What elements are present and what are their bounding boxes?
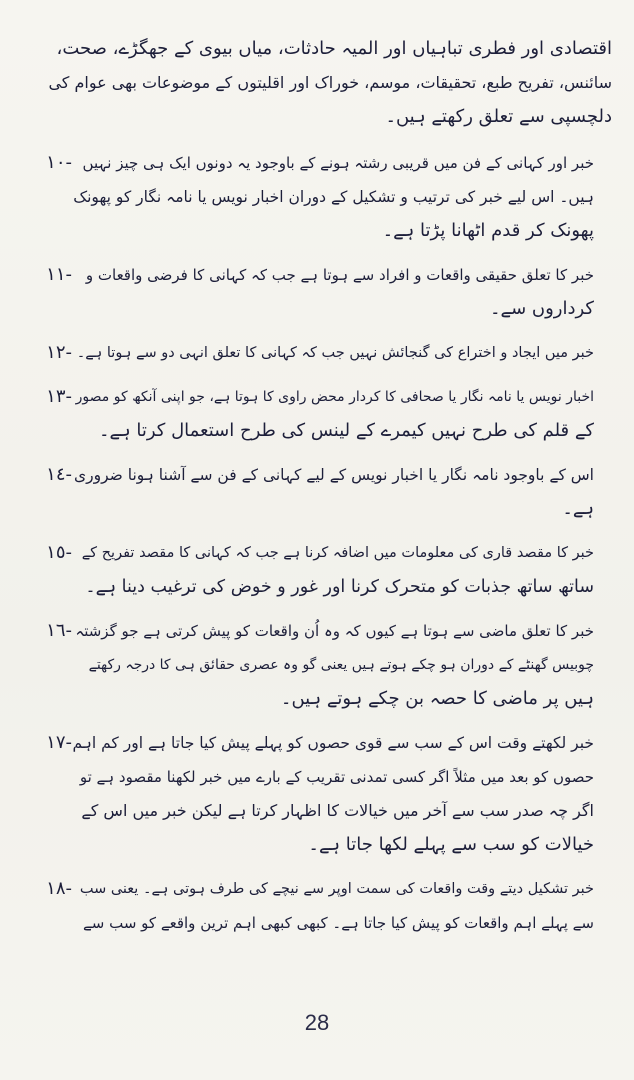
item-text [72,614,594,716]
item-line: خبر اور کہانی کے فن میں قریبی رشتہ ہونے کے باوجود یہ دونوں ایک ہی چیز نہیں [82,154,594,172]
item-number: -١٦ [46,620,72,641]
item-text [72,380,594,448]
list-item-10 [22,146,612,248]
item-number: -١٨ [46,878,72,899]
item-line: حصوں کو بعد میں مثلاً اگر کسی تمدنی تقریب کے بارے میں خبر لکھنا مقصود ہے تو [79,768,594,786]
item-line: خبر لکھتے وقت اس کے سب سے قوی حصوں کو پہلے پیش کیا جاتا ہے اور کم اہم [72,734,594,752]
intro-line: اقتصادی اور فطری تباہیاں اور المیہ حادثات، میاں بیوی کے جھگڑے، صحت، [56,38,612,59]
list-item-17 [22,726,612,862]
item-line: پھونک کر قدم اٹھانا پڑتا ہے۔ [382,220,594,241]
item-line: خبر کا تعلق ماضی سے ہوتا ہے کیوں کہ وہ اُن واقعات کو پیش کرتی ہے جو گزشتہ [75,622,594,640]
item-text [72,146,594,248]
item-text [72,336,594,370]
item-number: -١٢ [46,342,72,363]
intro-line: دلچسپی سے تعلق رکھتے ہیں۔ [385,106,612,127]
item-line: ہے۔ [562,498,594,519]
intro-paragraph [32,32,612,134]
item-number: -١٤ [46,464,72,485]
item-line: خبر تشکیل دیتے وقت واقعات کی سمت اوپر سے نیچے کی طرف ہوتی ہے۔ یعنی سب [79,881,594,897]
item-line: ہیں۔ اس لیے خبر کی ترتیب و تشکیل کے دوران اخبار نویس یا نامہ نگار کو پھونک [73,188,594,206]
list-item-12 [22,336,612,370]
item-line: اخبار نویس یا نامہ نگار یا صحافی کا کردار محض راوی کا ہوتا ہے، جو اپنی آنکھ کو مصور [75,389,594,405]
list-item-13 [22,380,612,448]
item-text [72,258,594,326]
item-text [72,536,594,604]
item-line: کرداروں سے۔ [489,298,594,319]
list-item-16 [22,614,612,716]
item-text [72,458,594,526]
item-line: ہیں پر ماضی کا حصہ بن چکے ہوتے ہیں۔ [280,688,594,709]
item-number: -١٣ [46,386,72,407]
item-line: خبر میں ایجاد و اختراع کی گنجائش نہیں جب کہ کہانی کا تعلق انہی دو سے ہوتا ہے۔ [76,345,594,361]
item-number: -١١ [46,264,72,285]
item-line: خبر کا تعلق حقیقی واقعات و افراد سے ہوتا ہے جب کہ کہانی کا فرضی واقعات و [85,266,594,284]
item-line: چوبیس گھنٹے کے دوران ہو چکے ہوتے ہیں یعنی گو وہ عصری حقائق ہی کا درجہ رکھتے [88,657,594,673]
item-number: -١٥ [46,542,72,563]
item-text [72,872,594,940]
list-item-15 [22,536,612,604]
list-item-11 [22,258,612,326]
item-text [72,726,594,862]
item-line: اس کے باوجود نامہ نگار یا اخبار نویس کے لیے کہانی کے فن سے آشنا ہونا ضروری [74,466,594,484]
intro-line: سائنس، تفریح طبع، تحقیقات، موسم، خوراک اور اقلیتوں کے موضوعات بھی عوام کی [48,73,612,92]
page-content [22,32,612,950]
item-line: اگر چہ صدر سب سے آخر میں خیالات کا اظہار کرتا ہے لیکن خبر میں اس کے [81,801,594,820]
item-number: -١٧ [46,732,72,753]
item-number: -١٠ [46,152,72,173]
list-item-18 [22,872,612,940]
list-item-14 [22,458,612,526]
item-line: خبر کا مقصد قاری کی معلومات میں اضافہ کرنا ہے جب کہ کہانی کا مقصد تفریح کے [81,545,594,561]
item-line: خیالات کو سب سے پہلے لکھا جاتا ہے۔ [308,834,594,855]
item-line: سے پہلے اہم واقعات کو پیش کیا جاتا ہے۔ کبھی کبھی اہم ترین واقعے کو سب سے [82,914,594,932]
item-line: کے قلم کی طرح نہیں کیمرے کے لینس کی طرح استعمال کرتا ہے۔ [98,420,594,441]
item-line: ساتھ ساتھ جذبات کو متحرک کرنا اور غور و خوض کی ترغیب دینا ہے۔ [85,577,594,597]
page-number: 28 [304,1010,330,1035]
